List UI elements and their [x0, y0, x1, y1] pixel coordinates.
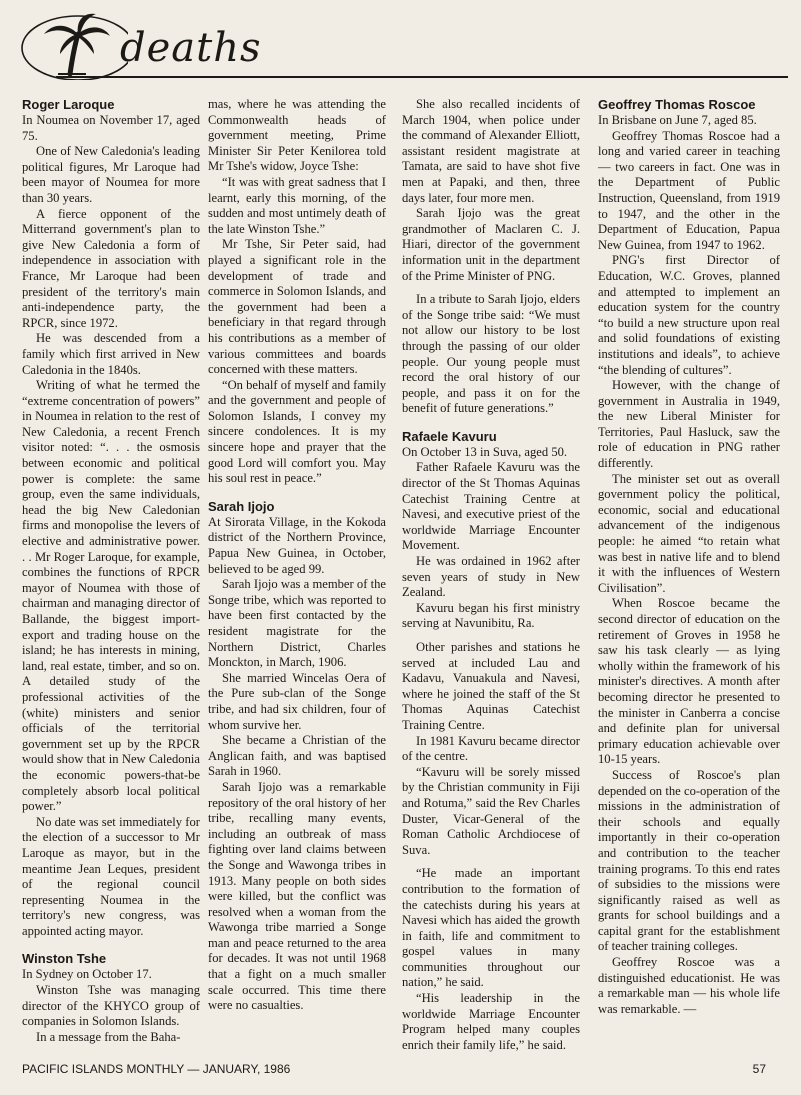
article-paragraph: “On behalf of myself and family and the government and people of Solomon Islands, I convey my sincere condolences. It is my sincere hope and prayer that the good Lord will comfort you. May his soul rest in peace.” — [208, 377, 387, 486]
column-2 — [208, 97, 386, 1014]
article-paragraph: When Roscoe became the second director of education on the retirement of Groves in 1958 he saw his task clearly — as lying wholly within the framework of his minister's directives. A month after becoming director he presented to the minister in Canberra a concise and definite plan for universal primary education achievable over 10-15 years. — [598, 596, 780, 767]
obituary-heading: Roger Laroque — [22, 97, 115, 112]
article-paragraph: Winston Tshe was managing director of the KHYCO group of companies in Solomon Islands. — [22, 983, 200, 1029]
section-title: deaths — [120, 25, 262, 71]
article-paragraph: However, with the change of government in Australia in 1949, the new Liberal Minister for Territories, Paul Hasluck, saw the role of education in PNG rather differently. — [598, 378, 780, 471]
article-paragraph: He was ordained in 1962 after seven years of study in New Zealand. — [402, 554, 580, 600]
article-paragraph: In Brisbane on June 7, aged 85. — [598, 113, 757, 127]
article-paragraph: On October 13 in Suva, aged 50. — [402, 444, 568, 459]
article-paragraph: Success of Roscoe's plan depended on the co-operation of the missions in the administration of their schools and equally importantly in their co-operation and contribution to the teacher training programs. To this end rates of subsidies to the missions were significantly raised as well as grants for school buildings and a capital grant for the establishment of teacher training colleges. — [598, 767, 780, 954]
article-paragraph: mas, where he was attending the Commonwealth heads of government meeting, Prime Minister Sir Peter Kenilorea told Mr Tshe's widow, Joyce Tshe: — [208, 97, 386, 174]
article-paragraph: “It was with great sadness that I learnt, early this morning, of the sudden and most untimely death of the late Winston Tshe.” — [208, 174, 386, 236]
article-paragraph: In a message from the Baha- — [36, 1029, 181, 1044]
column-4 — [598, 97, 780, 1017]
article-paragraph: She married Wincelas Oera of the Pure sub-clan of the Songe tribe, and had six children, four of whom survive her. — [208, 670, 386, 732]
obituary-heading: Winston Tshe — [22, 951, 107, 967]
page-footer — [22, 1062, 766, 1076]
obituary-heading: Rafaele Kavuru — [402, 428, 497, 444]
article-paragraph: The minister set out as overall government policy the political, economic, social and educational advancement of the indigenous people: he aimed “to retain what was best in native life and to blend it with the influences of Western Civilisation”. — [598, 471, 780, 595]
article-paragraph: “Kavuru will be sorely missed by the Christian community in Fiji and Rotuma,” said the Rev Charles Duster, Vicar-General of the Roman Catholic Archdiocese of Suva. — [402, 764, 580, 857]
article-paragraph: Sarah Ijojo was a remarkable repository of the oral history of her tribe, recalling many events, including an outbreak of mass fighting over land claims between the Songe and Wawonga tribes in 1913. Many people on both sides were killed, but the conflict was resolved when a woman from the Wawonga tribe married a Songe man and peace returned to the area for decades. It was not until 1968 that a fight on a much smaller scale occurred. This time there were no casualties. — [208, 779, 386, 1013]
column-1 — [22, 97, 200, 1045]
article-paragraph: In 1981 Kavuru became director of the centre. — [402, 733, 580, 764]
header-rule — [56, 76, 788, 78]
article-paragraph: Sarah Ijojo was the great grandmother of Maclaren C. J. Hiari, director of the government information unit in the department of the Prime Minister of PNG. — [402, 206, 580, 283]
obituary-heading: Geoffrey Thomas Roscoe — [598, 97, 756, 112]
column-3 — [402, 97, 580, 1053]
article-paragraph: “He made an important contribution to the formation of the catechists during his years at Navesi which has aided the growth in faith, life and commitment to gospel values in many communities throughout our nation,” he said. — [402, 866, 580, 990]
obituary-heading: Sarah Ijojo — [208, 498, 275, 514]
palm-tree-icon — [18, 8, 128, 80]
article-paragraph: A fierce opponent of the Mitterrand government's plan to give New Caledonia a form of independence in association with France, Mr Laroque had been president of the territory's main anti-independence party, the RPCR, since 1972. — [22, 206, 200, 330]
article-paragraph: “His leadership in the worldwide Marriage Encounter Program helped many couples enrich their family life,” he said. — [402, 991, 580, 1052]
article-paragraph: He was descended from a family which first arrived in New Caledonia in the 1840s. — [22, 331, 200, 377]
section-masthead — [18, 8, 788, 80]
page-number: 57 — [752, 1062, 766, 1076]
article-paragraph: In Sydney on October 17. — [22, 967, 152, 982]
article-paragraph: Mr Tshe, Sir Peter said, had played a significant role in the development of trade and commerce in Solomon Islands, and the government had been a beneficiary in that regard through his contributions as a member of various committees and boards concerned with these matters. — [208, 237, 386, 377]
article-paragraph: In a tribute to Sarah Ijojo, elders of the Songe tribe said: “We must not allow our history to be lost through the passing of our older people. Our young people must record the oral history of our people, and pass it on for the benefit of future generations.” — [402, 292, 580, 416]
article-paragraph: No date was set immediately for the election of a successor to Mr Laroque as mayor, but in the meantime Jean Leques, president of the regional council representing Noumea in the territory's new congress, was appointed acting mayor. — [22, 814, 200, 938]
article-paragraph: She became a Christian of the Anglican faith, and was baptised Sarah in 1960. — [208, 733, 386, 779]
article-paragraph: At Sirorata Village, in the Kokoda district of the Northern Province, Papua New Guinea, in October, believed to be aged 99. — [208, 514, 386, 576]
article-paragraph: She also recalled incidents of March 1904, when police under the command of Alexander Elliott, assistant resident magistrate at Tamata, are said to have shot five men at Papaki, and then, three days later, four more men. — [402, 97, 580, 205]
article-paragraph: Father Rafaele Kavuru was the director of the St Thomas Aquinas Catechist Training Centre at Navesi, and executive priest of the worldwide Marriage Encounter Movement. — [402, 460, 580, 553]
article-paragraph: Writing of what he termed the “extreme concentration of powers” in Noumea in relation to the rest of New Caledonia, a recent French visitor noted: “. . . the osmosis between economic and political power is complete: the same group, even the same individuals, head the big New Caledonian firms and monopolise the levers of elective and administrative power. . . Mr Roger Laroque, for example, combines the functions of RPCR mayor of Noumea with those of chairman and managing director of Ballande, the biggest import-export and trading house on the island; he has interests in mining, land, real estate, timber, and so on. A detailed study of the professional activities of the (white) ministers and senior officials of the territorial government set up by the RPCR would show that in New Caledonia the economic powers-that-be completely absorb local political power.” — [22, 378, 200, 814]
article-paragraph: PNG's first Director of Education, W.C. Groves, planned and attempted to implement an education system for the country “to build a new structure upon real and solid foundations of existing institutions and ideals”, to achieve “the blending of cultures”. — [598, 253, 780, 377]
article-paragraph: Other parishes and stations he served at included Lau and Kadavu, Vanuakula and Navesi, where he joined the staff of the St Thomas Aquinas Catechist Training Centre. — [402, 640, 580, 732]
article-paragraph: One of New Caledonia's leading political figures, Mr Laroque had been mayor of Noumea for more than 30 years. — [22, 144, 200, 205]
article-paragraph: Sarah Ijojo was a member of the Songe tribe, which was reported to have been first contacted by the resident magistrate for the Northern District, Charles Monckton, in March, 1906. — [208, 577, 386, 670]
publication-line: PACIFIC ISLANDS MONTHLY — JANUARY, 1986 — [22, 1062, 291, 1076]
article-paragraph: Kavuru began his first ministry serving at Navunibitu, Ra. — [402, 600, 580, 631]
article-paragraph: Geoffrey Thomas Roscoe had a long and varied career in teaching — two careers in fact. One was in the Department of Public Instruction, Queensland, from 1919 to 1947, and the other in the Department of Education, Papua New Guinea, from 1947 to 1962. — [598, 128, 780, 252]
article-paragraph: In Noumea on November 17, aged 75. — [22, 113, 200, 143]
article-paragraph: Geoffrey Roscoe was a distinguished educationist. He was a remarkable man — his whole life was remarkable. — — [598, 955, 780, 1016]
